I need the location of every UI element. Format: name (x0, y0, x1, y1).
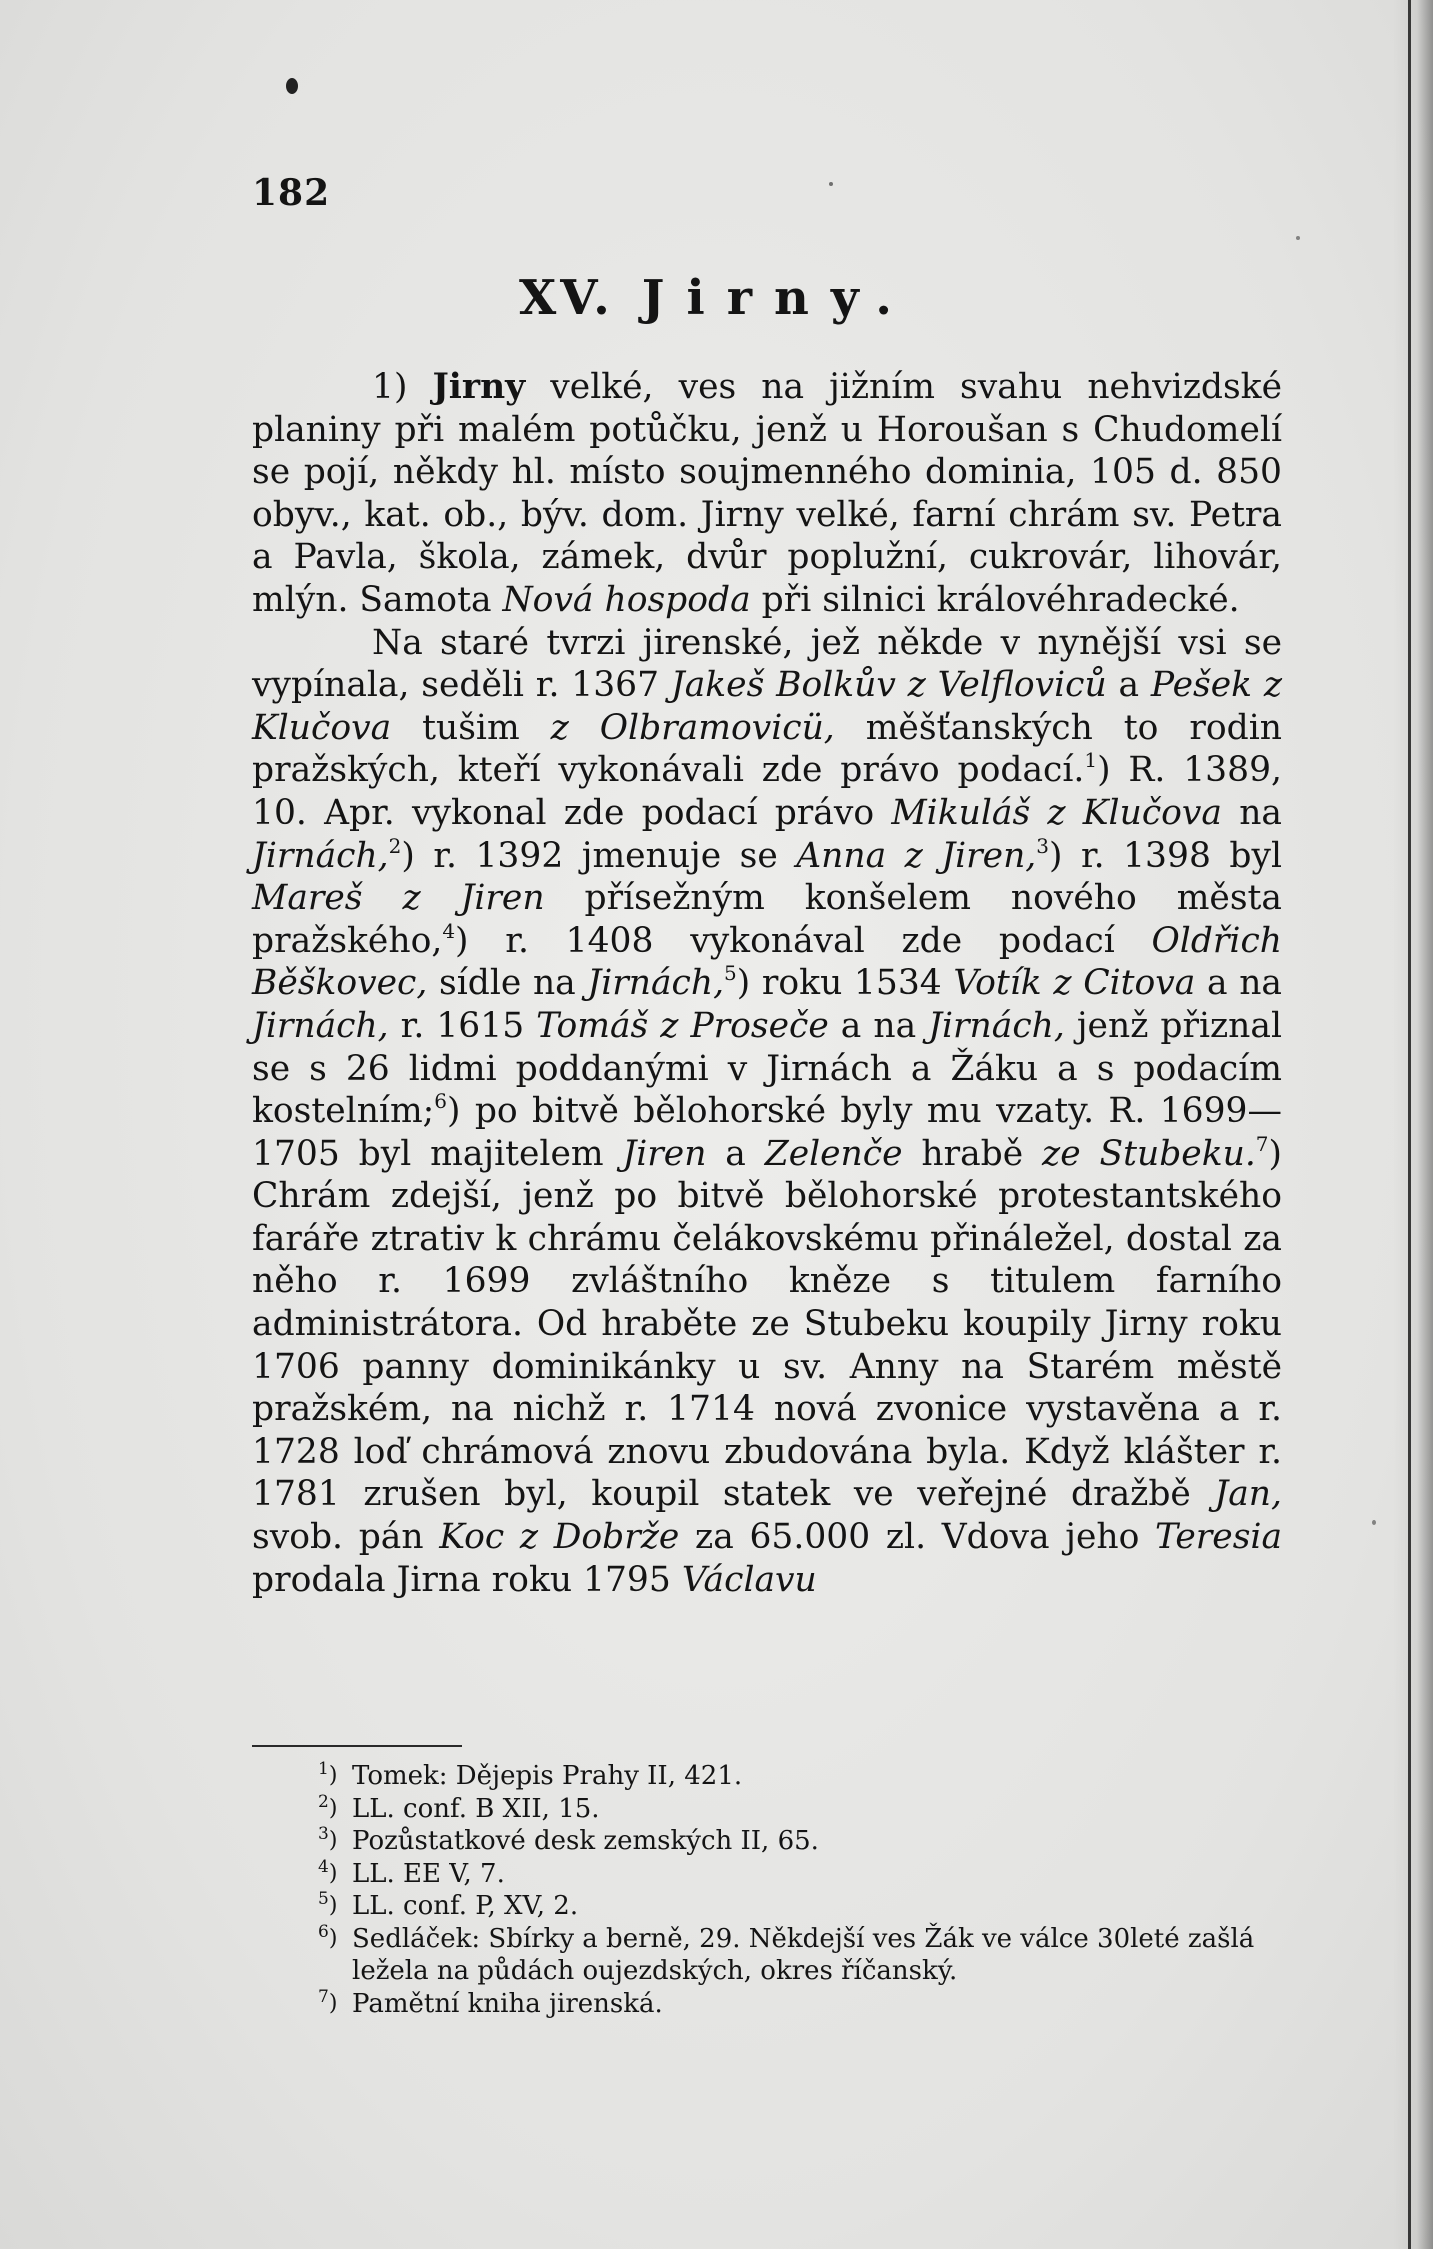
footnote-ref: 7 (1255, 1131, 1269, 1156)
text-run: ) r. 1392 jmenuje se (401, 835, 797, 876)
footnote (318, 1988, 1298, 2021)
text-run: ) Chrám zdejší, jenž po bitvě bělohorské protestantského faráře ztrativ k chrámu čelákovskému přináležel, dostal za něho r. 1699 zvláštního kněze s titulem farního administrátora. Od hraběte ze Stubeku koupily Jirny roku 1706 panny dominikánky u sv. Anny na Starém městě pražském, na nichž r. 1714 nová zvonice vystavěna a r. 1728 loď chrámová znovu zbudována byla. Když klášter r. 1781 zrušen byl, koupil statek ve veřejné dražbě (252, 1133, 1282, 1515)
footnote (318, 1825, 1298, 1858)
footnote-ref: 2 (388, 833, 402, 858)
italic-name: Mareš z Jiren (252, 878, 545, 919)
footnote (318, 1793, 1298, 1826)
text-run: ) r. 1408 vykonával zde podací (455, 920, 1152, 961)
footnote-ref: 4 (442, 918, 456, 943)
italic-name: Mikuláš z Klučova (891, 792, 1222, 833)
italic-name: Jirnách, (587, 963, 725, 1004)
text-run: měšťanských to rodin pražských, kteří vykonávali zde právo podací. (252, 707, 1282, 791)
footnote-text: Tomek: Dějepis Prahy II, 421. (352, 1761, 743, 1791)
footnote-separator (252, 1745, 462, 1747)
print-speck (829, 182, 833, 186)
text-run: na (1221, 792, 1282, 833)
footnote-text: LL. conf. B XII, 15. (352, 1793, 600, 1824)
footnote-mark: $^1$) (318, 1759, 338, 1788)
text-run: Na staré tvrzi jirenské, jež někde v nynější vsi se vypínala, seděli r. 1367 (252, 622, 1282, 706)
text-run: a (1106, 665, 1151, 706)
footnote-text: LL. EE V, 7. (352, 1858, 505, 1889)
italic-name: Oldřich Běškovec, (252, 920, 1282, 1004)
footnote-mark: $^5$) (318, 1889, 338, 1918)
italic-name: Votík z Citova (953, 963, 1196, 1004)
italic-name: Václavu (681, 1559, 817, 1600)
italic-name: Jirnách, (252, 835, 389, 876)
text-run: za 65.000 zl. Vdova jeho (679, 1517, 1156, 1558)
text-run: ) r. 1398 byl (1049, 835, 1283, 876)
text-run: ) roku 1534 (736, 963, 954, 1004)
page-number: 182 (252, 172, 331, 214)
text-run: sídle na (427, 963, 588, 1004)
page-edge-shadow (1393, 0, 1433, 2249)
italic-name: Anna z Jiren, (796, 835, 1037, 876)
text-run: ) R. 1389, 10. Apr. vykonal zde podací právo (252, 750, 1282, 833)
footnote-ref: 5 (724, 961, 737, 986)
footnote-ref: 1 (1084, 748, 1098, 773)
page-edge-line (1408, 0, 1411, 2249)
text-run: svob. pán (252, 1517, 440, 1558)
italic-name: Jirnách, (252, 1005, 389, 1046)
footnote-mark: $^7$) (318, 1986, 338, 2016)
print-speck (286, 78, 298, 94)
print-speck (1372, 1520, 1376, 1525)
text-run: prodala Jirna roku 1795 (252, 1559, 682, 1600)
text-run: tušim (391, 707, 551, 748)
italic-name: z Olbramovicü, (550, 707, 835, 748)
text-run: a na (1195, 963, 1282, 1004)
text-run: přísežným konšelem nového města pražského, (252, 878, 1282, 961)
text-run: a na (828, 1005, 929, 1046)
italic-name: Zelenče (764, 1133, 903, 1174)
chapter-title (0, 270, 1433, 326)
body-text (252, 366, 1282, 1601)
text-run: jenž přiznal se s 26 lidmi poddanými v Jirnách a Žáku a s podacím kostelním; (252, 1005, 1282, 1132)
footnote-mark: $^3$) (318, 1824, 338, 1853)
chapter-name: Jirny. (641, 270, 915, 326)
footnote-text: Pozůstatkové desk zemských II, 65. (352, 1826, 819, 1856)
italic-name: ze Stubeku. (1042, 1133, 1256, 1174)
footnote-mark: $^2$) (318, 1791, 338, 1821)
footnote (318, 1760, 1298, 1793)
paragraph-1: 1) Jirny velké, ves na jižním svahu nehvizdské planiny při malém potůčku, jenž u Horoušan s Chudomelí se pojí, někdy hl. místo soujmenného dominia, 105 d. 850 obyv., kat. ob., býv. dom. Jirny velké, farní chrám sv. Petra a Pavla, škola, zámek, dvůr poplužní, cukrovár, lihovár, mlýn. Samota Nová hospoda při silnici královéhradecké. (252, 367, 1282, 620)
footnote-text: LL. conf. P, XV, 2. (352, 1891, 579, 1921)
footnote-mark: $^4$) (318, 1856, 338, 1886)
italic-name: Pešek z Klučova (252, 665, 1282, 748)
italic-name: Jakeš Bolkův z Velfloviců (670, 665, 1107, 706)
footnote-text: Sedláček: Sbírky a berně, 29. Někdejší ves Žák ve válce 30leté zašlá ležela na půdách oujezdských, okres říčanský. (352, 1923, 1255, 1986)
italic-name: Teresia (1155, 1517, 1283, 1558)
footnote-ref: 3 (1036, 833, 1050, 858)
italic-name: Jan, (1214, 1474, 1282, 1515)
footnote (318, 1923, 1298, 1988)
footnote (318, 1858, 1298, 1891)
footnote-ref: 6 (434, 1089, 448, 1114)
entry-name: Jirny (432, 367, 526, 407)
footnote-mark: $^6$) (318, 1921, 338, 1951)
text-run: r. 1615 (388, 1005, 537, 1046)
paragraph-2 (252, 622, 1282, 1602)
footnote-text: Pamětní kniha jirenská. (352, 1988, 663, 2019)
italic-name: Koc z Dobrže (439, 1517, 680, 1558)
chapter-number: XV. (518, 270, 614, 326)
italic-name: Jiren (622, 1133, 707, 1174)
text-run: ) po bitvě bělohorské byly mu vzaty. R. 1699—1705 byl majitelem (252, 1091, 1282, 1174)
print-speck (1296, 236, 1300, 240)
footnote (318, 1890, 1298, 1923)
italic-name: Jirnách, (928, 1005, 1065, 1046)
text-run: a (706, 1133, 765, 1174)
footnotes (318, 1760, 1298, 2020)
text-run: hrabě (902, 1133, 1043, 1174)
italic-name: Tomáš z Proseče (536, 1005, 829, 1046)
